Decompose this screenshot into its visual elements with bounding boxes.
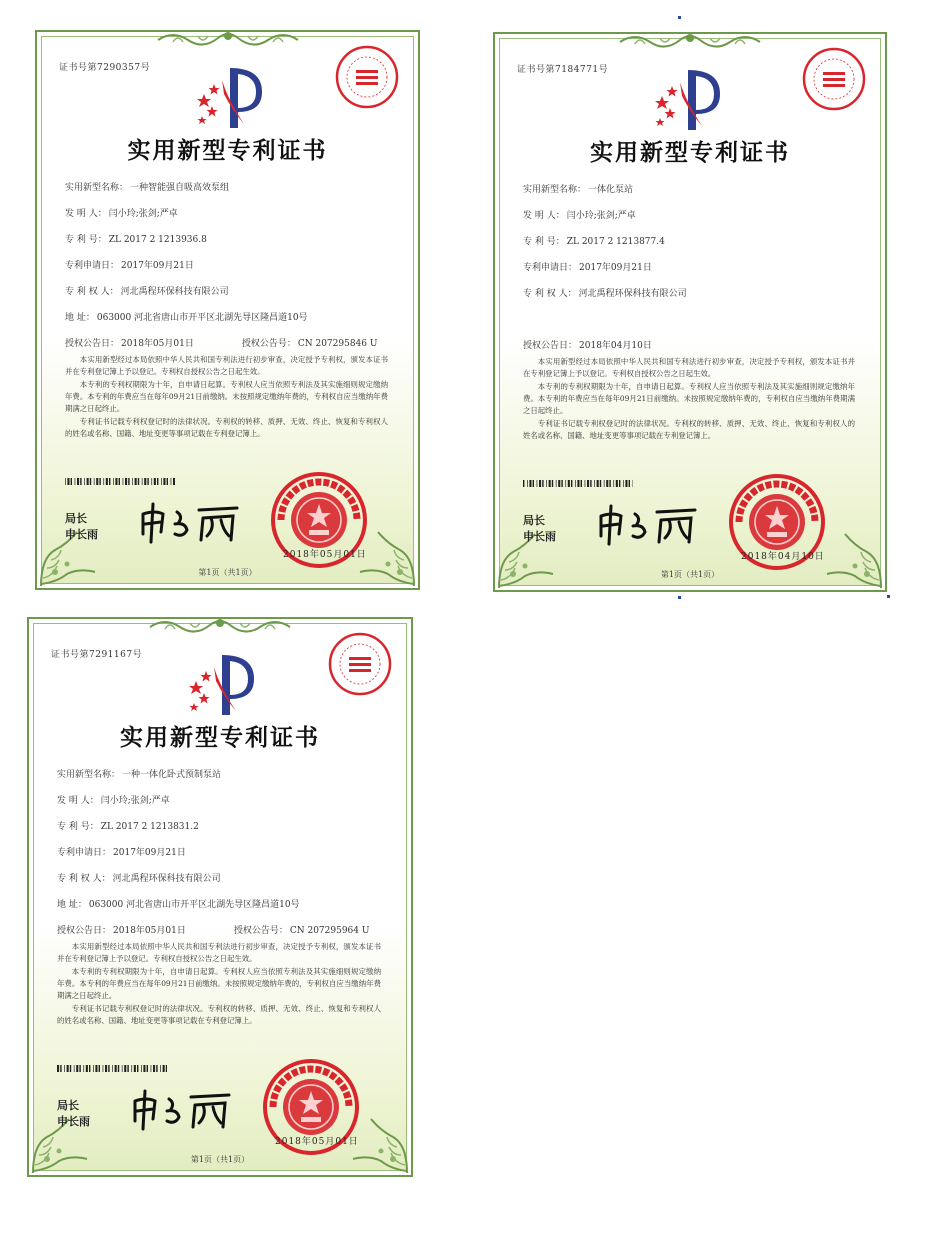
certificate-number: 证书号第7290357号 bbox=[59, 63, 151, 73]
seal-date: 2018年05月01日 bbox=[275, 1137, 359, 1147]
body-paragraph: 本实用新型经过本局依照中华人民共和国专利法进行初步审查，决定授予专利权，颁发本证书并在专利登记簿上予以登记。专利权自授权公告之日起生效。 bbox=[57, 942, 381, 963]
inventor-row bbox=[65, 208, 398, 234]
body-paragraph: 专利证书记载专利权登记时的法律状况。专利权的转移、质押、无效、终止、恢复和专利权人的姓名或名称、国籍、地址变更等事项记载在专利登记簿上。 bbox=[65, 417, 388, 438]
address-row bbox=[65, 312, 398, 338]
field-label: 授权公告日： bbox=[523, 341, 578, 351]
patent-office-logo-icon bbox=[650, 62, 725, 137]
utility-model-name-row bbox=[65, 182, 398, 208]
handwritten-signature-icon bbox=[595, 502, 705, 547]
field-label: 专 利 号： bbox=[57, 822, 99, 832]
field-label: 专 利 权 人： bbox=[57, 874, 111, 884]
inventor-row bbox=[523, 210, 865, 236]
scan-mark bbox=[678, 16, 681, 19]
body-paragraph: 专利证书记载专利权登记时的法律状况。专利权的转移、质押、无效、终止、恢复和专利权人的姓名或名称、国籍、地址变更等事项记载在专利登记簿上。 bbox=[57, 1004, 381, 1025]
body-paragraph: 本实用新型经过本局依照中华人民共和国专利法进行初步审查，决定授予专利权，颁发本证书并在专利登记簿上予以登记。专利权自授权公告之日起生效。 bbox=[523, 357, 855, 378]
filing-date-row bbox=[57, 847, 391, 873]
field-label: 专 利 权 人： bbox=[65, 287, 119, 297]
patent-office-logo-icon bbox=[184, 647, 259, 722]
patent-certificate-3 bbox=[27, 617, 413, 1177]
field-label: 发 明 人： bbox=[65, 209, 107, 219]
body-paragraph: 本专利的专利权期限为十年，自申请日起算。专利权人应当依照专利法及其实施细则规定缴纳年费。本专利的年费应当在每年09月21日前缴纳。未按照规定缴纳年费的，专利权自应当缴纳年费期满之日起终止。 bbox=[65, 380, 388, 413]
handwritten-signature-icon bbox=[137, 500, 247, 545]
utility-model-name-row bbox=[523, 184, 865, 210]
field-value: 063000 河北省唐山市开平区北湖先导区隆昌道10号 bbox=[96, 313, 308, 323]
field-value: 一体化泵站 bbox=[588, 185, 634, 195]
field-value: ZL 2017 2 1213936.8 bbox=[108, 235, 207, 245]
patent-number-row bbox=[523, 236, 865, 262]
field-label: 授权公告号： bbox=[233, 926, 288, 936]
signatory-name: 申长雨 bbox=[65, 528, 98, 541]
barcode-icon bbox=[57, 1065, 167, 1072]
certificate-title: 实用新型专利证书 bbox=[127, 137, 328, 164]
patentee-row bbox=[57, 873, 391, 899]
field-value: 河北禹程环保科技有限公司 bbox=[120, 287, 229, 297]
field-label: 专 利 号： bbox=[65, 235, 107, 245]
certificate-fields bbox=[65, 182, 398, 364]
certificate-body-text bbox=[523, 356, 855, 443]
signatory-title: 局长 bbox=[65, 512, 87, 525]
patent-certificate-1 bbox=[35, 30, 420, 590]
body-paragraph: 本实用新型经过本局依照中华人民共和国专利法进行初步审查，决定授予专利权，颁发本证书并在专利登记簿上予以登记。专利权自授权公告之日起生效。 bbox=[65, 355, 388, 376]
field-value: ZL 2017 2 1213877.4 bbox=[566, 237, 665, 247]
patent-office-logo-icon bbox=[192, 60, 267, 135]
signatory-title: 局长 bbox=[523, 514, 545, 527]
field-value: 2017年09月21日 bbox=[113, 848, 186, 858]
field-value: 2018年05月01日 bbox=[121, 339, 194, 349]
utility-model-name-row bbox=[57, 769, 391, 795]
page-number: 第1页（共1页） bbox=[190, 1155, 250, 1164]
filing-date-row bbox=[523, 262, 865, 288]
field-value: 2017年09月21日 bbox=[121, 261, 194, 271]
top-ornament-icon bbox=[153, 30, 303, 50]
certificate-title: 实用新型专利证书 bbox=[590, 139, 790, 166]
field-label: 授权公告日： bbox=[65, 339, 120, 349]
patent-number-row bbox=[57, 821, 391, 847]
field-label: 发 明 人： bbox=[57, 796, 99, 806]
barcode-icon bbox=[65, 478, 175, 485]
official-seal-small-icon bbox=[334, 44, 400, 110]
certificate-title: 实用新型专利证书 bbox=[120, 724, 320, 751]
seal-date: 2018年05月01日 bbox=[283, 550, 367, 560]
field-label: 授权公告号： bbox=[241, 339, 296, 349]
certificate-body-text bbox=[65, 354, 388, 441]
body-paragraph: 本专利的专利权期限为十年，自申请日起算。专利权人应当依照专利法及其实施细则规定缴纳年费。本专利的年费应当在每年09月21日前缴纳。未按照规定缴纳年费的，专利权自应当缴纳年费期满之日起终止。 bbox=[523, 382, 855, 415]
top-ornament-icon bbox=[145, 617, 295, 637]
certificate-number: 证书号第7291167号 bbox=[51, 650, 143, 660]
field-label: 专 利 权 人： bbox=[523, 289, 577, 299]
field-label: 专利申请日： bbox=[57, 848, 112, 858]
patent-number-row bbox=[65, 234, 398, 260]
scan-mark bbox=[678, 596, 681, 599]
page-number: 第1页（共1页） bbox=[660, 570, 720, 579]
filing-date-row bbox=[65, 260, 398, 286]
field-label: 专利申请日： bbox=[523, 263, 578, 273]
seal-date: 2018年04月10日 bbox=[741, 552, 825, 562]
field-value: 2018年04月10日 bbox=[579, 341, 652, 351]
field-value: 一种一体化卧式预制泵站 bbox=[122, 770, 222, 780]
field-label: 地 址： bbox=[57, 900, 87, 910]
field-value: 闫小玲;张剑;严卓 bbox=[108, 209, 178, 219]
official-seal-small-icon bbox=[327, 631, 393, 697]
signatory-name: 申长雨 bbox=[523, 530, 556, 543]
field-label: 发 明 人： bbox=[523, 211, 565, 221]
field-value: 河北禹程环保科技有限公司 bbox=[578, 289, 687, 299]
inventor-row bbox=[57, 795, 391, 821]
field-value: 063000 河北省唐山市开平区北湖先导区隆昌道10号 bbox=[88, 900, 300, 910]
certificate-fields bbox=[523, 184, 865, 366]
barcode-icon bbox=[523, 480, 633, 487]
signatory-title: 局长 bbox=[57, 1099, 79, 1112]
official-seal-small-icon bbox=[801, 46, 867, 112]
field-value: CN 207295964 U bbox=[289, 926, 370, 936]
address-row bbox=[523, 314, 865, 340]
corner-ornament-icon bbox=[825, 530, 885, 590]
handwritten-signature-icon bbox=[129, 1087, 239, 1132]
body-paragraph: 专利证书记载专利权登记时的法律状况。专利权的转移、质押、无效、终止、恢复和专利权人的姓名或名称、国籍、地址变更等事项记载在专利登记簿上。 bbox=[523, 419, 855, 440]
field-label: 授权公告日： bbox=[57, 926, 112, 936]
patent-certificate-2 bbox=[493, 32, 887, 592]
patentee-row bbox=[65, 286, 398, 312]
address-row bbox=[57, 899, 391, 925]
certificate-number: 证书号第7184771号 bbox=[517, 65, 609, 75]
top-ornament-icon bbox=[615, 32, 765, 52]
patentee-row bbox=[523, 288, 865, 314]
field-value: 2017年09月21日 bbox=[579, 263, 652, 273]
field-label: 实用新型名称： bbox=[65, 183, 129, 193]
field-value: 一种智能强自吸高效泵组 bbox=[130, 183, 230, 193]
field-value: 闫小玲;张剑;严卓 bbox=[566, 211, 636, 221]
field-label: 专 利 号： bbox=[523, 237, 565, 247]
field-label: 专利申请日： bbox=[65, 261, 120, 271]
field-value: 河北禹程环保科技有限公司 bbox=[112, 874, 221, 884]
field-value: CN 207295846 U bbox=[297, 339, 378, 349]
field-label: 实用新型名称： bbox=[57, 770, 121, 780]
field-value: ZL 2017 2 1213831.2 bbox=[100, 822, 199, 832]
signatory-name: 申长雨 bbox=[57, 1115, 90, 1128]
scan-mark bbox=[887, 595, 890, 598]
field-value: 闫小玲;张剑;严卓 bbox=[100, 796, 170, 806]
body-paragraph: 本专利的专利权期限为十年，自申请日起算。专利权人应当依照专利法及其实施细则规定缴纳年费。本专利的年费应当在每年09月21日前缴纳。未按照规定缴纳年费的，专利权自应当缴纳年费期满之日起终止。 bbox=[57, 967, 381, 1000]
certificate-fields bbox=[57, 769, 391, 951]
certificate-body-text bbox=[57, 941, 381, 1028]
field-label: 地 址： bbox=[65, 313, 95, 323]
page-number: 第1页（共1页） bbox=[198, 568, 257, 577]
field-value: 2018年05月01日 bbox=[113, 926, 186, 936]
field-label: 实用新型名称： bbox=[523, 185, 587, 195]
